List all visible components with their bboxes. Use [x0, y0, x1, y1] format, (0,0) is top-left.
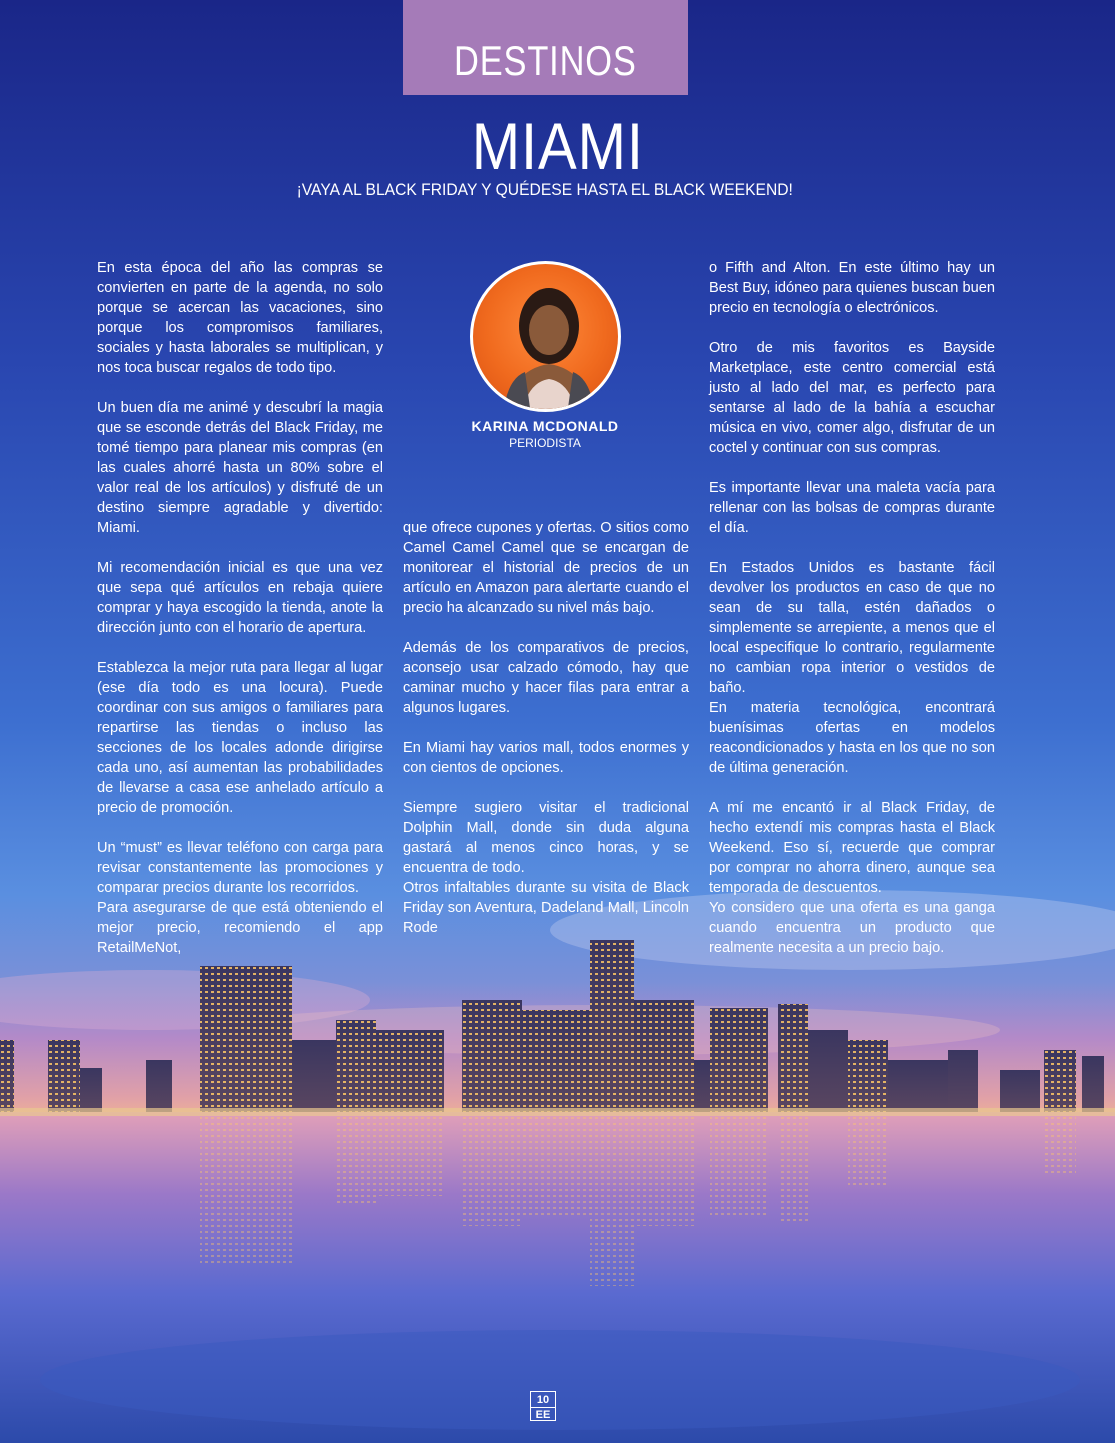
page-number: 10 — [536, 1394, 550, 1406]
paragraph: Otros infaltables durante su visita de Black Friday son Aventura, Dadeland Mall, Lincoln Rode — [403, 880, 689, 936]
section-label-tab — [403, 0, 688, 95]
paragraph: Mi recomendación inicial es que una vez que sepa qué artículos en rebaja quiere comprar y haya escogido la tienda, anote la dirección junto con el horario de apertura. — [97, 560, 383, 636]
author-portrait — [470, 261, 621, 412]
article-column-1 — [97, 258, 383, 958]
paragraph: que ofrece cupones y ofertas. O sitios como Camel Camel Camel que se encargan de monitorear el historial de precios de un artículo en Amazon para alertarte cuando el precio ha alcanzado su nivel más bajo. — [403, 520, 689, 616]
paragraph: Establezca la mejor ruta para llegar al lugar (ese día todo es una locura). Puede coordinar con sus amigos o familiares para repartirse las tiendas o incluso las secciones de los locales adonde dirigirse cada uno, así aumentan las probabilidades de llevarse a casa ese anhelado artículo a precio de promoción. — [97, 660, 383, 816]
author-name: KARINA MCDONALD — [471, 418, 619, 434]
article-column-2 — [403, 518, 689, 938]
section-label: DESTINOS — [454, 37, 637, 84]
article-column-3 — [709, 258, 995, 958]
paragraph: Otro de mis favoritos es Bayside Marketplace, este centro comercial está justo al lado del mar, es perfecto para sentarse al lado de la bahía a escuchar música en vivo, comer algo, disfrutar de un coctel y continuar con sus compras. — [709, 340, 995, 456]
author-photo-illustration — [473, 264, 621, 412]
author-role: PERIODISTA — [509, 436, 581, 450]
paragraph: En Estados Unidos es bastante fácil devolver los productos en caso de que no sean de su talla, estén dañados o simplemente se arrepiente, a menos que el local especifique lo contrario, regularmente no cambian ropa interior o vestidos de baño. — [709, 560, 995, 696]
page-number-badge — [530, 1391, 556, 1421]
paragraph: En Miami hay varios mall, todos enormes y con cientos de opciones. — [403, 740, 689, 776]
paragraph: Un buen día me animé y descubrí la magia que se esconde detrás del Black Friday, me tomé tiempo para planear mis compras (en las cuales ahorré hasta un 80% sobre el valor real de los artículos) y disfruté de un destino siempre agradable y divertido: Miami. — [97, 400, 383, 536]
paragraph: Es importante llevar una maleta vacía para rellenar con las bolsas de compras durante el día. — [709, 480, 995, 536]
paragraph: A mí me encantó ir al Black Friday, de hecho extendí mis compras hasta el Black Weekend. Eso sí, recuerde que comprar por comprar no ahorra dinero, aunque sea temporada de descuentos. — [709, 800, 995, 896]
article-subtitle: ¡VAYA AL BLACK FRIDAY Y QUÉDESE HASTA EL BLACK WEEKEND! — [296, 180, 794, 199]
page-code: EE — [531, 1407, 555, 1422]
paragraph: En materia tecnológica, encontrará buenísimas ofertas en modelos reacondicionados y hasta en los que no son de última generación. — [709, 700, 995, 776]
paragraph: Siempre sugiero visitar el tradicional Dolphin Mall, donde sin duda alguna gastará al menos cinco horas, y se encuentra de todo. — [403, 800, 689, 876]
paragraph: Yo considero que una oferta es una ganga cuando encuentra un producto que realmente necesita a un precio bajo. — [709, 900, 995, 956]
paragraph: En esta época del año las compras se convierten en parte de la agenda, no solo porque se acercan las vacaciones, sino porque los compromisos familiares, sociales y hasta laborales se multiplican, y nos toca buscar regalos de todo tipo. — [97, 260, 383, 376]
paragraph: Además de los comparativos de precios, aconsejo usar calzado cómodo, hay que caminar mucho y hacer filas para entrar a algunos lugares. — [403, 640, 689, 716]
paragraph: Para asegurarse de que está obteniendo el mejor precio, recomiendo el app RetailMeNot, — [97, 900, 383, 956]
author-byline — [440, 418, 650, 450]
article-title: MIAMI — [471, 109, 644, 183]
paragraph: o Fifth and Alton. En este último hay un Best Buy, idóneo para quienes buscan buen precio en tecnología o electrónicos. — [709, 260, 995, 316]
paragraph: Un “must” es llevar teléfono con carga para revisar constantemente las promociones y comparar precios durante los recorridos. — [97, 840, 383, 896]
